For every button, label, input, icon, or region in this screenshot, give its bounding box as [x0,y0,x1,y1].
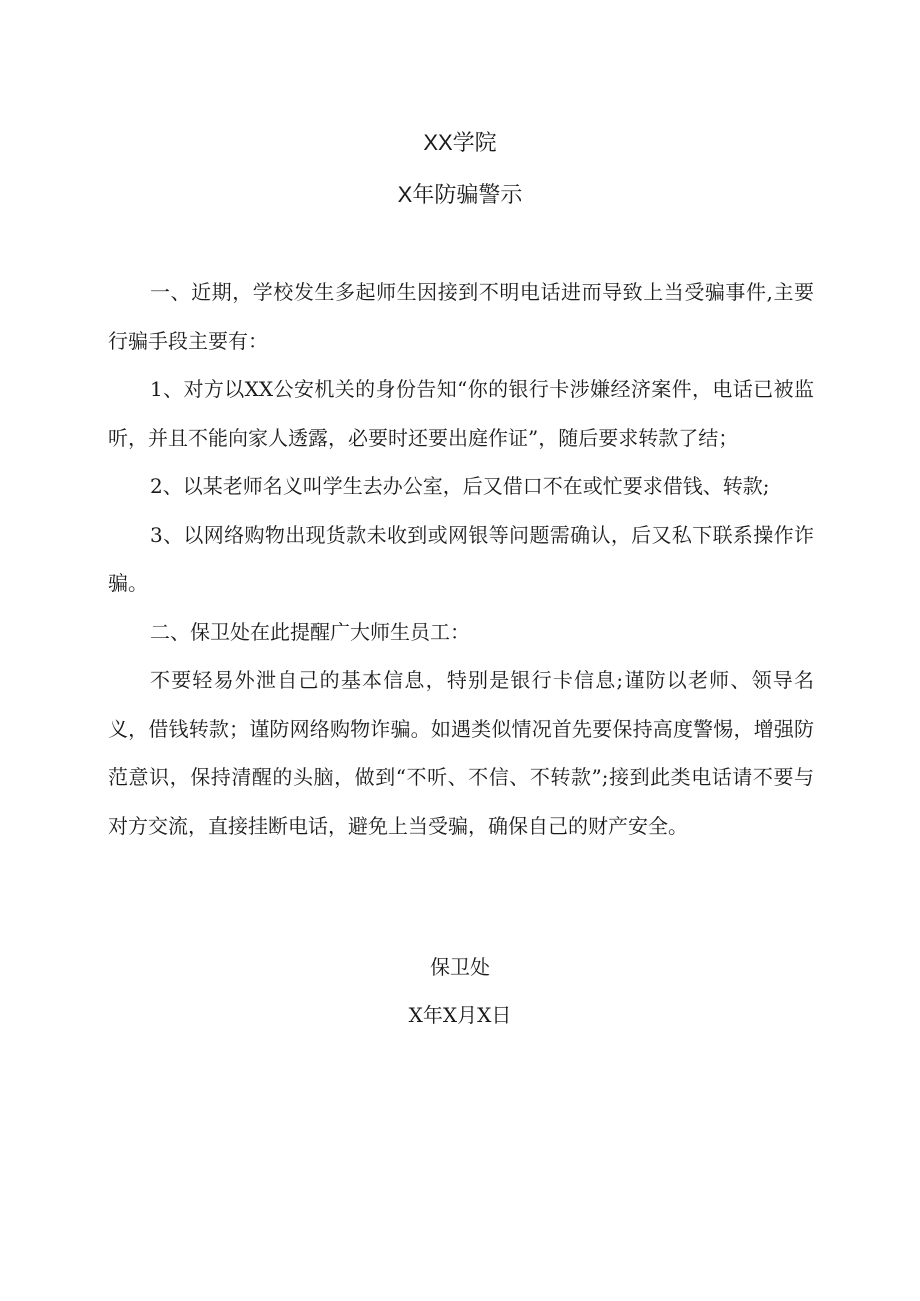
document-subtitle: X年防骗警示 [397,182,523,207]
paragraph-item-1: 1、对方以XX公安机关的身份告知“你的银行卡涉嫌经济案件，电话已被监听，并且不能向家人透露，必要时还要出庭作证”，随后要求转款了结； [108,377,814,450]
paragraph-reminder-body: 不要轻易外泄自己的基本信息，特别是银行卡信息;谨防以老师、领导名义，借钱转款；谨防网络购物诈骗。如遇类似情况首先要保持高度警惕，增强防范意识，保持清醒的头脑，做到“不听、不信、不转款”;接到此类电话请不要与对方交流，直接挂断电话，避免上当受骗，确保自己的财产安全。 [108,668,814,838]
signature-department: 保卫处 [430,955,490,979]
paragraph-item-3: 3、以网络购物出现货款未收到或网银等问题需确认，后又私下联系操作诈骗。 [108,522,814,595]
paragraph-reminder-heading: 二、保卫处在此提醒广大师生员工： [150,619,470,644]
document-body [108,268,814,850]
signature-date: X年X月X日 [408,1003,512,1027]
paragraph-intro: 一、近期，学校发生多起师生因接到不明电话进而导致上当受骗事件,主要行骗手段主要有： [108,280,814,353]
paragraph-item-2: 2、以某老师名义叫学生去办公室，后又借口不在或忙要求借钱、转款; [150,474,770,498]
document-title: XX学院 [423,130,497,155]
